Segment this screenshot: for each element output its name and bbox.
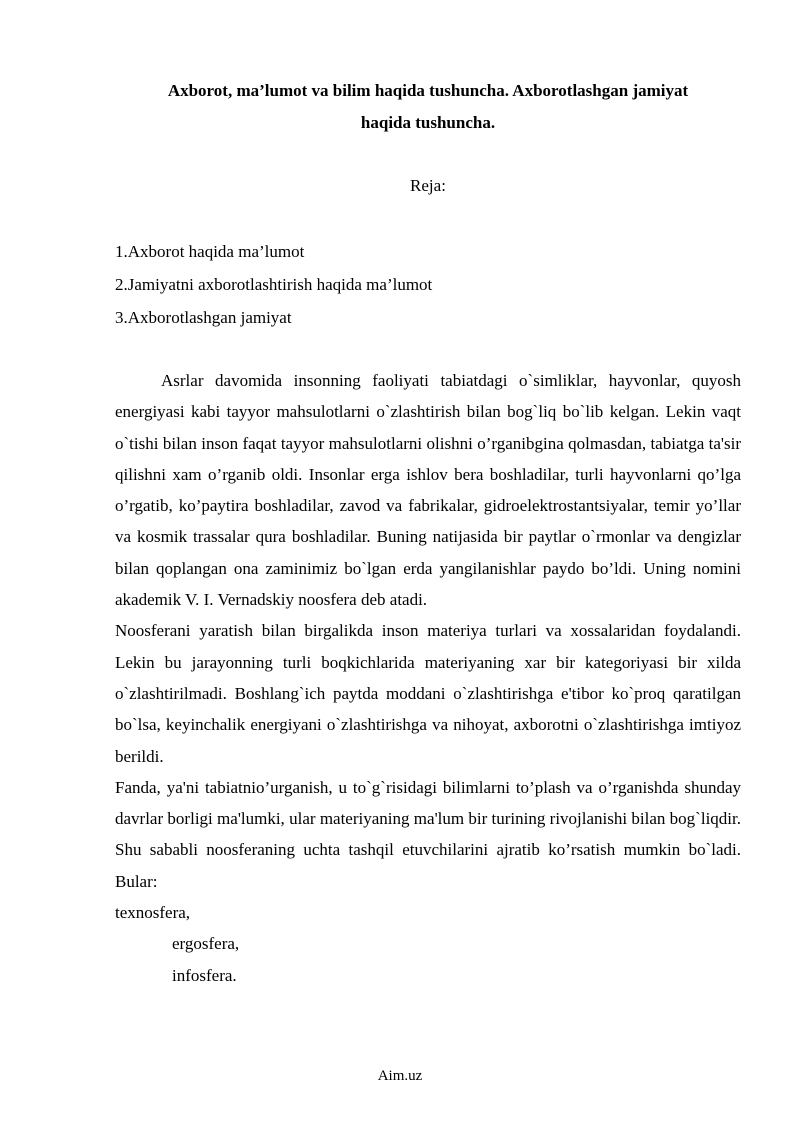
title-line-2: haqida tushuncha. [360,113,496,132]
title-line-1: Axborot, ma’lumot va bilim haqida tushuncha. Axborotlashgan jamiyat [167,81,689,100]
document-title [115,75,741,139]
plan-item: 3.Axborotlashgan jamiyat [115,308,292,327]
paragraph: Fanda, ya'ni tabiatnio’urganish, u to`g`risidagi bilimlarni to’plash va o’rganishda shunday davrlar borligi ma'lumki, ular materiyaning ma'lum bir turining rivojlanishi bilan bog`liqdir. Shu sababli noosferaning uchta tashqil etuvchilarini ajratib ko’rsatish mumkin bo`ladi. Bular: [115,777,741,891]
paragraph: Asrlar davomida insonning faoliyati tabiatdagi o`simliklar, hayvonlar, quyosh energiyasi kabi tayyor mahsulotlarni o`zlashtirish bilan bog`liq bo`lib kelgan. Lekin vaqt o`tishi bilan inson faqat tayyor mahsulotlarni olishni o’rganibgina qolmasdan, tabiatga ta'sir qilishni xam o’rganib oldi. Insonlar erga ishlov bera boshladilar, turli hayvonlarni qo’lga o’rgatib, ko’paytira boshladilar, zavod va fabrikalar, gidroelektrostantsiyalar, temir yo’llar va kosmik trassalar qura boshladilar. Buning natijasida bir paytlar o`rmonlar va dengizlar bilan qoplangan ona zaminimiz bo`lgan erda yangilanishlar paydo bo’ldi. Uning nomini akademik V. I. Vernadskiy noosfera deb atadi. [115,371,741,610]
list-item: ergosfera, [172,934,240,954]
plan-item: 1.Axborot haqida ma’lumot [115,242,305,261]
list-item: infosfera. [172,965,237,985]
plan-item: 2.Jamiyatni axborotlashtirish haqida ma’lumot [115,275,433,294]
plan-list [115,235,741,334]
page-footer: Aim.uz [377,1068,423,1084]
document-body [115,365,741,991]
paragraph: Noosferani yaratish bilan birgalikda inson materiya turlari va xossalaridan foydalandi. Lekin bu jarayonning turli boqkichlarida materiyaning xar bir kategoriyasi bir xilda o`zlashtirilmadi. Boshlang`ich paytda moddani o`zlashtirishga e'tibor ko`proq qaratilgan bo`lsa, keyinchalik energiyani o`zlashtirishga va nihoyat, axborotni o`zlashtirishga imtiyoz berildi. [115,621,741,766]
plan-heading: Reja: [410,176,446,195]
list-item: texnosfera, [115,903,191,923]
